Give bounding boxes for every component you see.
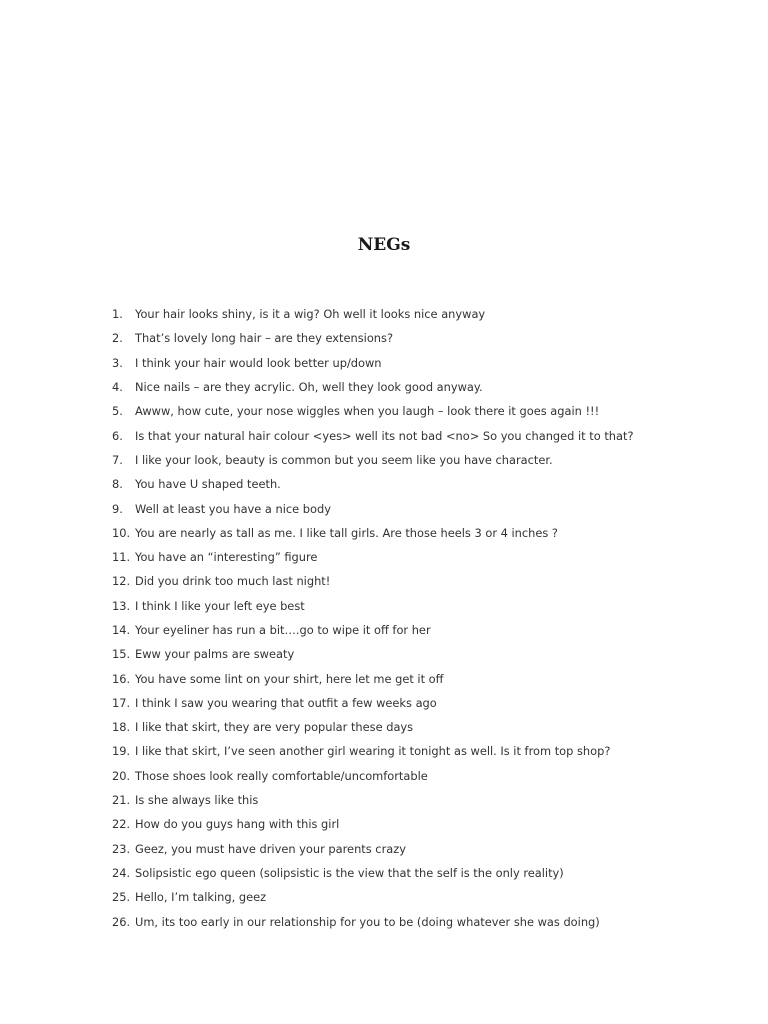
- list-item-number: 23.: [112, 841, 131, 856]
- list-item-number: 13.: [112, 598, 131, 613]
- list-item-number: 17.: [112, 695, 131, 710]
- list-item-text: Nice nails – are they acrylic. Oh, well they look good anyway.: [135, 380, 483, 395]
- list-item-text: Those shoes look really comfortable/uncomfortable: [135, 768, 428, 783]
- list-item-number: 11.: [112, 550, 131, 565]
- list-item-text: I think your hair would look better up/down: [135, 355, 382, 370]
- list-item-text: You have some lint on your shirt, here let me get it off: [135, 671, 444, 686]
- list-item: [112, 909, 732, 933]
- list-item-text: Um, its too early in our relationship for you to be (doing whatever she was doing): [135, 914, 600, 929]
- list-item-text: Your eyeliner has run a bit….go to wipe it off for her: [135, 623, 431, 637]
- list-item-text: Solipsistic ego queen (solipsistic is the view that the self is the only reality): [135, 865, 564, 880]
- list-item-number: 24.: [112, 865, 131, 880]
- list-item: [112, 861, 732, 885]
- list-item: [112, 399, 732, 423]
- list-item-number: 10.: [112, 525, 131, 540]
- list-item-number: 21.: [112, 793, 131, 808]
- list-item: [112, 594, 732, 618]
- list-item-number: 1.: [112, 307, 123, 322]
- list-item-text: Your hair looks shiny, is it a wig? Oh well it looks nice anyway: [135, 307, 486, 322]
- list-item: [112, 472, 732, 496]
- list-item-text: Hello, I’m talking, geez: [135, 890, 267, 905]
- list-item-number: 18.: [112, 720, 131, 735]
- list-item: [112, 812, 732, 836]
- list-item: [112, 448, 732, 472]
- list-item-number: 7.: [112, 452, 123, 467]
- list-item-text: That’s lovely long hair – are they extensions?: [135, 331, 394, 346]
- list-item-text: I like your look, beauty is common but you seem like you have character.: [135, 452, 553, 467]
- list-item-number: 16.: [112, 671, 131, 686]
- list-item-number: 4.: [112, 380, 123, 395]
- list-item-text: Geez, you must have driven your parents crazy: [135, 841, 406, 856]
- list-item: [112, 423, 732, 447]
- list-item: [112, 666, 732, 690]
- list-item: [112, 496, 732, 520]
- list-item-text: Is that your natural hair colour <yes> well its not bad <no> So you changed it to that?: [135, 428, 634, 443]
- list-item-number: 26.: [112, 914, 131, 929]
- list-item-number: 8.: [112, 477, 123, 492]
- list-item: [112, 642, 732, 666]
- list-item-text: I think I saw you wearing that outfit a few weeks ago: [135, 695, 437, 710]
- list-item-text: You have an “interesting” figure: [135, 550, 318, 565]
- list-item: [112, 569, 732, 593]
- list-item: [112, 375, 732, 399]
- list-item-number: 9.: [112, 501, 123, 516]
- numbered-list: [112, 302, 732, 934]
- list-item-number: 20.: [112, 768, 131, 783]
- list-item-text: Eww your palms are sweaty: [135, 647, 295, 662]
- list-item-number: 2.: [112, 331, 123, 346]
- list-item-number: 3.: [112, 355, 123, 370]
- list-item: [112, 351, 732, 375]
- list-item-text: Did you drink too much last night!: [135, 574, 331, 589]
- list-item-text: You are nearly as tall as me. I like tall girls. Are those heels 3 or 4 inches ?: [135, 525, 558, 540]
- list-item: [112, 521, 732, 545]
- list-item: [112, 764, 732, 788]
- list-item: [112, 885, 732, 909]
- list-item: [112, 739, 732, 763]
- list-item-number: 5.: [112, 404, 123, 419]
- list-item: [112, 545, 732, 569]
- list-item: [112, 837, 732, 861]
- list-item-text: Well at least you have a nice body: [135, 501, 331, 516]
- list-item: [112, 302, 732, 326]
- list-item-number: 25.: [112, 890, 131, 905]
- list-item: [112, 715, 732, 739]
- list-item-text: I like that skirt, I’ve seen another girl wearing it tonight as well. Is it from top shop?: [135, 744, 611, 759]
- list-item-text: Is she always like this: [135, 793, 259, 808]
- list-item-number: 12.: [112, 574, 131, 589]
- list-item: [112, 788, 732, 812]
- list-item-number: 6.: [112, 428, 123, 443]
- list-item: [112, 326, 732, 350]
- list-item-number: 19.: [112, 744, 131, 759]
- list-item: [112, 691, 732, 715]
- list-item-text: Awww, how cute, your nose wiggles when you laugh – look there it goes again !!!: [135, 404, 600, 419]
- list-item-number: 15.: [112, 647, 131, 662]
- list-item-number: 22.: [112, 817, 131, 832]
- list-item-text: I like that skirt, they are very popular these days: [135, 720, 414, 735]
- page-title: NEGs: [357, 235, 411, 255]
- list-item: [112, 618, 732, 642]
- list-item-text: How do you guys hang with this girl: [135, 817, 340, 832]
- list-item-number: 14.: [112, 623, 131, 637]
- list-item-text: You have U shaped teeth.: [135, 477, 281, 492]
- list-item-text: I think I like your left eye best: [135, 598, 305, 613]
